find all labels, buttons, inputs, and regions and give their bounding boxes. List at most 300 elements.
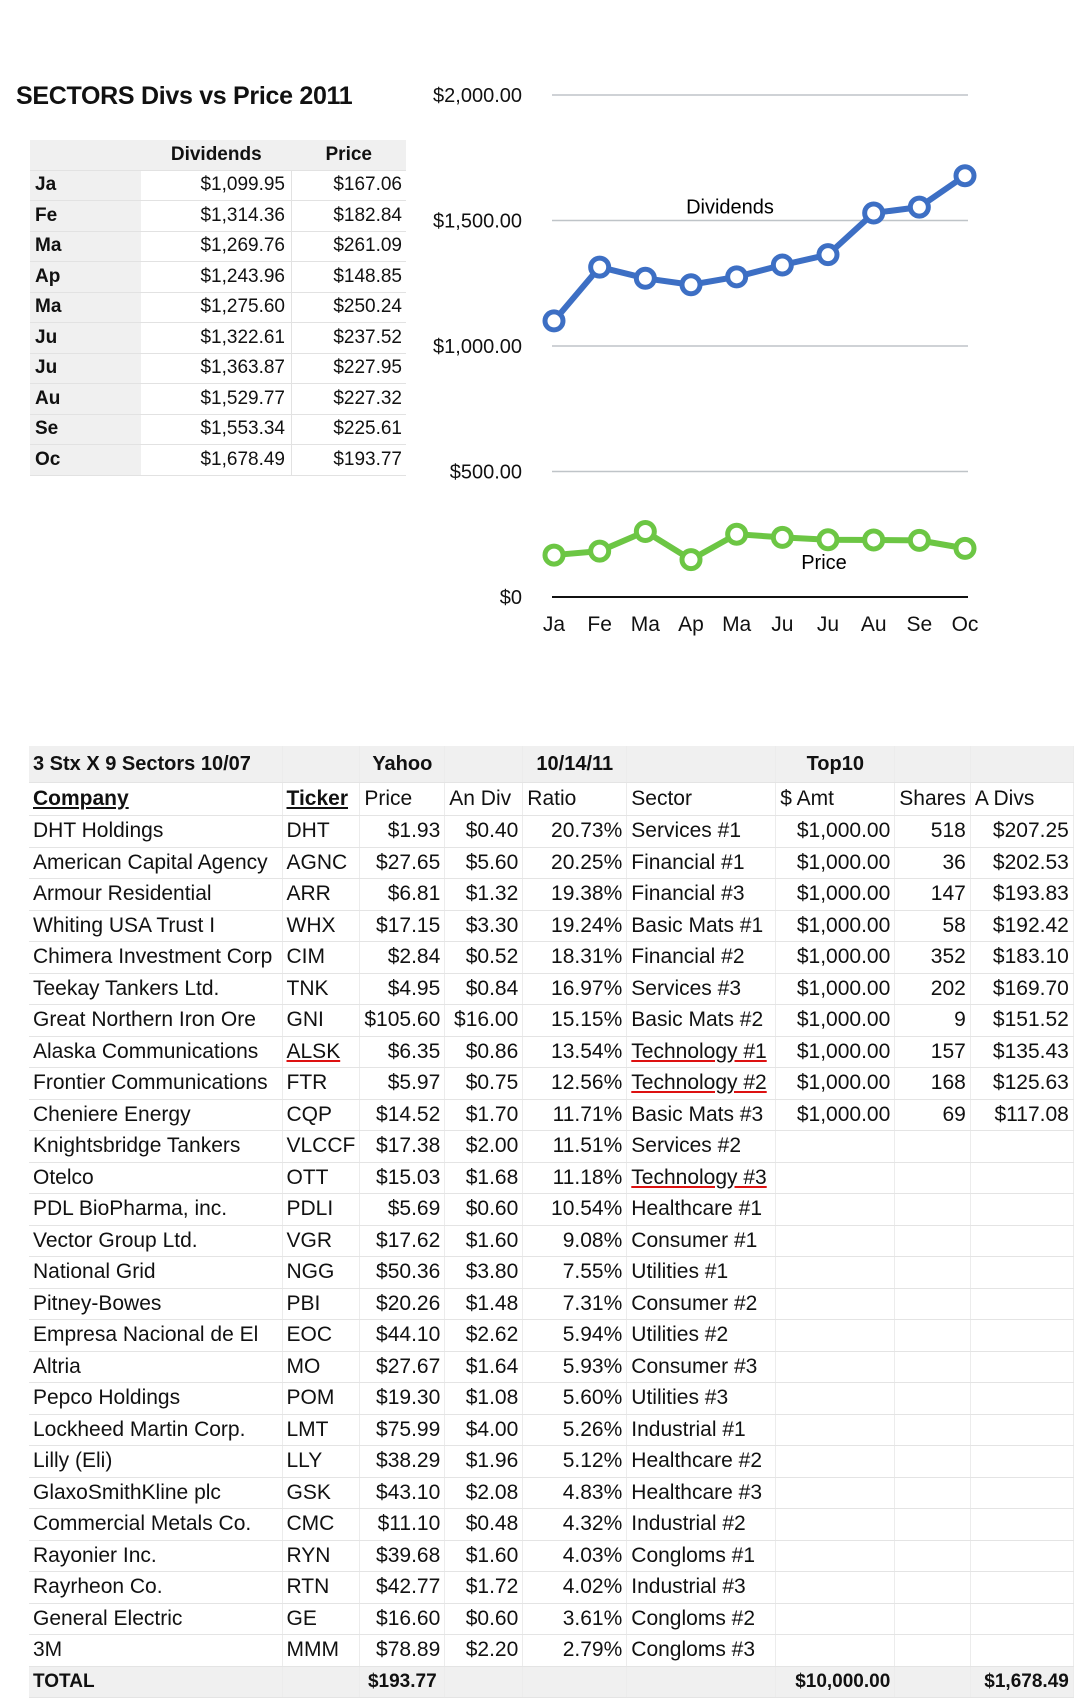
- x-tick-label: Ju: [816, 613, 840, 636]
- ratio-cell: 7.31%: [523, 1288, 627, 1320]
- table-row: [29, 942, 1073, 974]
- shares-cell: [895, 1320, 971, 1352]
- sector-cell: Healthcare #3: [627, 1477, 776, 1509]
- annual-divs-cell: $151.52: [970, 1005, 1073, 1037]
- ratio-cell: 10.54%: [523, 1194, 627, 1226]
- shares-cell: 36: [895, 847, 971, 879]
- annual-div-cell: $0.40: [445, 816, 523, 848]
- ticker-cell: CMC: [282, 1509, 360, 1541]
- annual-div-cell: $3.30: [445, 910, 523, 942]
- company-cell: Lockheed Martin Corp.: [29, 1414, 282, 1446]
- ratio-cell: 11.51%: [523, 1131, 627, 1163]
- ratio-cell: 11.18%: [523, 1162, 627, 1194]
- amount-cell: $10,000.00: [776, 1666, 895, 1698]
- dividends-price-line-chart: [400, 75, 1000, 645]
- shares-cell: [895, 1477, 971, 1509]
- price-cell: $14.52: [360, 1099, 445, 1131]
- shares-cell: 58: [895, 910, 971, 942]
- annual-divs-cell: [970, 1162, 1073, 1194]
- price-cell: $50.36: [360, 1257, 445, 1289]
- ticker-cell: GSK: [282, 1477, 360, 1509]
- shares-cell: 202: [895, 973, 971, 1005]
- price-cell: $261.09: [292, 231, 407, 262]
- ratio-cell: [523, 1666, 627, 1698]
- annual-div-cell: $2.00: [445, 1131, 523, 1163]
- table-row: [30, 170, 406, 201]
- x-tick-label: Ma: [630, 613, 660, 636]
- dividends-cell: $1,314.36: [141, 201, 292, 232]
- ratio-cell: 15.15%: [523, 1005, 627, 1037]
- shares-cell: [895, 1194, 971, 1226]
- ticker-cell: CQP: [282, 1099, 360, 1131]
- ratio-cell: Ratio: [523, 783, 627, 816]
- table-row: [30, 384, 406, 415]
- table-row: [29, 847, 1073, 879]
- shares-cell: [895, 1446, 971, 1478]
- table-row: [29, 816, 1073, 848]
- dividends-cell: $1,243.96: [141, 262, 292, 293]
- annual-divs-cell: [970, 1572, 1073, 1604]
- shares-cell: [895, 1540, 971, 1572]
- price-cell: $4.95: [360, 973, 445, 1005]
- annual-div-cell: $1.72: [445, 1572, 523, 1604]
- sector-cell: Services #2: [627, 1131, 776, 1163]
- shares-cell: [895, 1162, 971, 1194]
- sector-cell: Technology #1: [627, 1036, 776, 1068]
- company-cell: Pepco Holdings: [29, 1383, 282, 1415]
- series-label-price: Price: [801, 551, 847, 574]
- company-cell: Empresa Nacional de El: [29, 1320, 282, 1352]
- price-cell: $17.38: [360, 1131, 445, 1163]
- sector-cell: Consumer #3: [627, 1351, 776, 1383]
- annual-div-cell: [445, 746, 523, 783]
- sector-cell: Financial #2: [627, 942, 776, 974]
- y-tick-label: $1,500.00: [433, 210, 522, 233]
- ticker-cell: ARR: [282, 879, 360, 911]
- price-cell: $225.61: [292, 414, 407, 445]
- price-cell: $250.24: [292, 292, 407, 323]
- annual-div-cell: $1.08: [445, 1383, 523, 1415]
- data-point: [545, 312, 563, 330]
- ticker-cell: DHT: [282, 816, 360, 848]
- ratio-cell: 16.97%: [523, 973, 627, 1005]
- ticker-cell: NGG: [282, 1257, 360, 1289]
- dividends-cell: $1,099.95: [141, 170, 292, 201]
- data-point: [819, 246, 837, 264]
- sector-cell: [627, 746, 776, 783]
- ratio-cell: 20.25%: [523, 847, 627, 879]
- amount-cell: $1,000.00: [776, 879, 895, 911]
- sector-cell: Utilities #2: [627, 1320, 776, 1352]
- ticker-cell: LMT: [282, 1414, 360, 1446]
- table-row: [29, 1162, 1073, 1194]
- annual-divs-cell: $207.25: [970, 816, 1073, 848]
- table-row: [29, 1383, 1073, 1415]
- dividends-cell: $1,678.49: [141, 445, 292, 476]
- stocks-table: [29, 746, 1074, 1698]
- table-row: [29, 1036, 1073, 1068]
- price-cell: $5.69: [360, 1194, 445, 1226]
- company-cell: GlaxoSmithKline plc: [29, 1477, 282, 1509]
- company-cell: Pitney-Bowes: [29, 1288, 282, 1320]
- amount-cell: $1,000.00: [776, 942, 895, 974]
- ratio-cell: 20.73%: [523, 816, 627, 848]
- annual-divs-cell: $169.70: [970, 973, 1073, 1005]
- amount-cell: $ Amt: [776, 783, 895, 816]
- month-cell: Ja: [30, 170, 141, 201]
- price-cell: $2.84: [360, 942, 445, 974]
- table-header-row: [30, 140, 406, 170]
- ratio-cell: 12.56%: [523, 1068, 627, 1100]
- annual-div-cell: $1.60: [445, 1540, 523, 1572]
- table-row: [29, 1257, 1073, 1289]
- amount-cell: [776, 1540, 895, 1572]
- table-row: [29, 1194, 1073, 1226]
- sector-cell: Consumer #1: [627, 1225, 776, 1257]
- shares-cell: 168: [895, 1068, 971, 1100]
- ticker-cell: FTR: [282, 1068, 360, 1100]
- dividends-cell: $1,363.87: [141, 353, 292, 384]
- price-cell: $5.97: [360, 1068, 445, 1100]
- company-cell: Armour Residential: [29, 879, 282, 911]
- header-cell: Price: [292, 140, 407, 170]
- shares-cell: [895, 1225, 971, 1257]
- ticker-cell: CIM: [282, 942, 360, 974]
- price-cell: $42.77: [360, 1572, 445, 1604]
- x-tick-label: Ma: [722, 613, 752, 636]
- annual-divs-cell: [970, 746, 1073, 783]
- annual-divs-cell: $1,678.49: [970, 1666, 1073, 1698]
- amount-cell: $1,000.00: [776, 1005, 895, 1037]
- price-cell: $6.81: [360, 879, 445, 911]
- ratio-cell: 5.26%: [523, 1414, 627, 1446]
- x-tick-label: Ju: [771, 613, 794, 636]
- table-row: [29, 1446, 1073, 1478]
- annual-divs-cell: $193.83: [970, 879, 1073, 911]
- y-tick-label: $2,000.00: [433, 85, 522, 107]
- ticker-cell: GNI: [282, 1005, 360, 1037]
- ratio-cell: 5.94%: [523, 1320, 627, 1352]
- table-row: [30, 353, 406, 384]
- table-row: [29, 1099, 1073, 1131]
- annual-divs-cell: [970, 1540, 1073, 1572]
- amount-cell: [776, 1635, 895, 1667]
- shares-cell: 147: [895, 879, 971, 911]
- annual-div-cell: $4.00: [445, 1414, 523, 1446]
- annual-divs-cell: [970, 1446, 1073, 1478]
- ratio-cell: 13.54%: [523, 1036, 627, 1068]
- table-row: [30, 262, 406, 293]
- company-cell: Commercial Metals Co.: [29, 1509, 282, 1541]
- company-cell: General Electric: [29, 1603, 282, 1635]
- x-tick-label: Ja: [542, 613, 566, 636]
- ratio-cell: 10/14/11: [523, 746, 627, 783]
- price-cell: $27.67: [360, 1351, 445, 1383]
- data-point: [682, 276, 700, 294]
- sector-cell: Industrial #2: [627, 1509, 776, 1541]
- y-tick-label: $1,000.00: [433, 336, 522, 358]
- company-cell: 3M: [29, 1635, 282, 1667]
- ratio-cell: 19.38%: [523, 879, 627, 911]
- data-point: [956, 167, 974, 185]
- table-row: [29, 973, 1073, 1005]
- header-cell: [30, 140, 141, 170]
- month-cell: Oc: [30, 445, 141, 476]
- price-cell: $193.77: [360, 1666, 445, 1698]
- annual-div-cell: $0.84: [445, 973, 523, 1005]
- amount-cell: [776, 1288, 895, 1320]
- annual-divs-cell: [970, 1603, 1073, 1635]
- amount-cell: [776, 1509, 895, 1541]
- annual-div-cell: $1.48: [445, 1288, 523, 1320]
- ticker-cell: GE: [282, 1603, 360, 1635]
- company-cell: National Grid: [29, 1257, 282, 1289]
- data-point: [819, 531, 837, 549]
- company-cell: Alaska Communications: [29, 1036, 282, 1068]
- company-cell: Chimera Investment Corp: [29, 942, 282, 974]
- month-cell: Au: [30, 384, 141, 415]
- ratio-cell: 2.79%: [523, 1635, 627, 1667]
- annual-div-cell: $16.00: [445, 1005, 523, 1037]
- dividends-cell: $1,553.34: [141, 414, 292, 445]
- table-row: [30, 292, 406, 323]
- y-tick-label: $500.00: [449, 461, 522, 484]
- amount-cell: [776, 1446, 895, 1478]
- sector-cell: Technology #3: [627, 1162, 776, 1194]
- annual-divs-cell: [970, 1194, 1073, 1226]
- annual-div-cell: $0.75: [445, 1068, 523, 1100]
- shares-cell: [895, 1257, 971, 1289]
- amount-cell: [776, 1257, 895, 1289]
- ticker-cell: [282, 1666, 360, 1698]
- ticker-cell: VLCCF: [282, 1131, 360, 1163]
- annual-divs-cell: [970, 1257, 1073, 1289]
- annual-divs-cell: [970, 1131, 1073, 1163]
- amount-cell: $1,000.00: [776, 973, 895, 1005]
- ticker-cell: MMM: [282, 1635, 360, 1667]
- company-cell: Otelco: [29, 1162, 282, 1194]
- annual-div-cell: $0.60: [445, 1603, 523, 1635]
- company-cell: Whiting USA Trust I: [29, 910, 282, 942]
- table-row: [30, 201, 406, 232]
- sector-cell: Congloms #3: [627, 1635, 776, 1667]
- month-cell: Ju: [30, 353, 141, 384]
- shares-cell: 9: [895, 1005, 971, 1037]
- table-row: [29, 1225, 1073, 1257]
- price-cell: $6.35: [360, 1036, 445, 1068]
- sector-cell: Utilities #1: [627, 1257, 776, 1289]
- ticker-cell: ALSK: [282, 1036, 360, 1068]
- ratio-cell: 7.55%: [523, 1257, 627, 1289]
- ticker-cell: RYN: [282, 1540, 360, 1572]
- annual-divs-cell: [970, 1351, 1073, 1383]
- price-cell: $16.60: [360, 1603, 445, 1635]
- ratio-cell: 4.02%: [523, 1572, 627, 1604]
- shares-cell: 69: [895, 1099, 971, 1131]
- price-cell: $11.10: [360, 1509, 445, 1541]
- shares-cell: [895, 1383, 971, 1415]
- ticker-cell: AGNC: [282, 847, 360, 879]
- table-row: [29, 1477, 1073, 1509]
- shares-cell: 352: [895, 942, 971, 974]
- table-row: [29, 910, 1073, 942]
- series-line-price: [554, 531, 965, 559]
- shares-cell: [895, 1414, 971, 1446]
- ticker-cell: LLY: [282, 1446, 360, 1478]
- header-cell: Dividends: [141, 140, 292, 170]
- amount-cell: $1,000.00: [776, 816, 895, 848]
- shares-cell: [895, 746, 971, 783]
- data-point: [591, 542, 609, 560]
- ticker-cell: Ticker: [282, 783, 360, 816]
- dividends-cell: $1,275.60: [141, 292, 292, 323]
- shares-cell: 518: [895, 816, 971, 848]
- sector-cell: Financial #3: [627, 879, 776, 911]
- price-cell: $75.99: [360, 1414, 445, 1446]
- shares-cell: [895, 1131, 971, 1163]
- company-cell: Cheniere Energy: [29, 1099, 282, 1131]
- series-label-dividends: Dividends: [686, 196, 774, 219]
- price-cell: $44.10: [360, 1320, 445, 1352]
- data-point: [773, 256, 791, 274]
- sector-cell: Utilities #3: [627, 1383, 776, 1415]
- ratio-cell: 3.61%: [523, 1603, 627, 1635]
- shares-cell: Shares: [895, 783, 971, 816]
- shares-cell: [895, 1666, 971, 1698]
- data-point: [545, 546, 563, 564]
- annual-divs-cell: [970, 1509, 1073, 1541]
- table-row: [29, 1414, 1073, 1446]
- annual-divs-cell: $135.43: [970, 1036, 1073, 1068]
- price-cell: $17.15: [360, 910, 445, 942]
- annual-div-cell: $2.20: [445, 1635, 523, 1667]
- total: [29, 1666, 1073, 1698]
- month-cell: Ma: [30, 292, 141, 323]
- table-row: [29, 1635, 1073, 1667]
- company-cell: Knightsbridge Tankers: [29, 1131, 282, 1163]
- shares-cell: [895, 1635, 971, 1667]
- table-row: [29, 1288, 1073, 1320]
- amount-cell: [776, 1603, 895, 1635]
- amount-cell: $1,000.00: [776, 1068, 895, 1100]
- annual-divs-cell: $183.10: [970, 942, 1073, 974]
- ticker-cell: TNK: [282, 973, 360, 1005]
- table-row: [30, 414, 406, 445]
- data-point: [728, 268, 746, 286]
- company-cell: Rayonier Inc.: [29, 1540, 282, 1572]
- annual-div-cell: $1.32: [445, 879, 523, 911]
- amount-cell: [776, 1351, 895, 1383]
- sector-cell: Basic Mats #2: [627, 1005, 776, 1037]
- shares-cell: [895, 1572, 971, 1604]
- annual-divs-cell: [970, 1288, 1073, 1320]
- price-cell: $39.68: [360, 1540, 445, 1572]
- data-point: [865, 531, 883, 549]
- sector-cell: Industrial #3: [627, 1572, 776, 1604]
- ratio-cell: 19.24%: [523, 910, 627, 942]
- shares-cell: [895, 1288, 971, 1320]
- price-cell: $17.62: [360, 1225, 445, 1257]
- sector-cell: Services #1: [627, 816, 776, 848]
- price-cell: $237.52: [292, 323, 407, 354]
- ticker-cell: PDLI: [282, 1194, 360, 1226]
- company-cell: 3 Stx X 9 Sectors 10/07: [29, 746, 282, 783]
- sector-cell: Basic Mats #1: [627, 910, 776, 942]
- amount-cell: [776, 1383, 895, 1415]
- ratio-cell: 5.12%: [523, 1446, 627, 1478]
- data-point: [773, 528, 791, 546]
- page-title: SECTORS Divs vs Price 2011: [16, 82, 353, 110]
- amount-cell: $1,000.00: [776, 1036, 895, 1068]
- ratio-cell: 9.08%: [523, 1225, 627, 1257]
- ticker-cell: MO: [282, 1351, 360, 1383]
- company-cell: Frontier Communications: [29, 1068, 282, 1100]
- price-cell: $227.95: [292, 353, 407, 384]
- table-row: [29, 1351, 1073, 1383]
- price-cell: $19.30: [360, 1383, 445, 1415]
- y-tick-label: $0: [499, 587, 522, 609]
- price-cell: $167.06: [292, 170, 407, 201]
- sector-cell: Healthcare #2: [627, 1446, 776, 1478]
- company-cell: Great Northern Iron Ore: [29, 1005, 282, 1037]
- sector-cell: Congloms #2: [627, 1603, 776, 1635]
- dividends-cell: $1,269.76: [141, 231, 292, 262]
- sector-cell: Healthcare #1: [627, 1194, 776, 1226]
- sector-cell: Basic Mats #3: [627, 1099, 776, 1131]
- ratio-cell: 5.93%: [523, 1351, 627, 1383]
- amount-cell: $1,000.00: [776, 910, 895, 942]
- company-cell: TOTAL: [29, 1666, 282, 1698]
- price-cell: $20.26: [360, 1288, 445, 1320]
- data-point: [728, 525, 746, 543]
- shares-cell: 157: [895, 1036, 971, 1068]
- ticker-cell: RTN: [282, 1572, 360, 1604]
- header-row-2: [29, 783, 1073, 816]
- monthly-summary-table: [30, 140, 406, 476]
- sector-cell: Sector: [627, 783, 776, 816]
- table-row: [29, 1131, 1073, 1163]
- price-cell: $193.77: [292, 445, 407, 476]
- data-point: [910, 198, 928, 216]
- annual-div-cell: $1.68: [445, 1162, 523, 1194]
- price-cell: $15.03: [360, 1162, 445, 1194]
- ratio-cell: 18.31%: [523, 942, 627, 974]
- annual-div-cell: [445, 1666, 523, 1698]
- table-row: [29, 1005, 1073, 1037]
- amount-cell: [776, 1131, 895, 1163]
- table-row: [30, 231, 406, 262]
- annual-divs-cell: $192.42: [970, 910, 1073, 942]
- price-cell: $43.10: [360, 1477, 445, 1509]
- annual-div-cell: $3.80: [445, 1257, 523, 1289]
- annual-div-cell: $0.86: [445, 1036, 523, 1068]
- data-point: [910, 531, 928, 549]
- dividends-cell: $1,529.77: [141, 384, 292, 415]
- table-row: [29, 1509, 1073, 1541]
- ticker-cell: EOC: [282, 1320, 360, 1352]
- ratio-cell: 4.03%: [523, 1540, 627, 1572]
- ticker-cell: [282, 746, 360, 783]
- price-cell: Yahoo: [360, 746, 445, 783]
- price-cell: $78.89: [360, 1635, 445, 1667]
- data-point: [956, 539, 974, 557]
- shares-cell: [895, 1509, 971, 1541]
- amount-cell: $1,000.00: [776, 847, 895, 879]
- annual-div-cell: $2.62: [445, 1320, 523, 1352]
- month-cell: Se: [30, 414, 141, 445]
- company-cell: Altria: [29, 1351, 282, 1383]
- amount-cell: [776, 1194, 895, 1226]
